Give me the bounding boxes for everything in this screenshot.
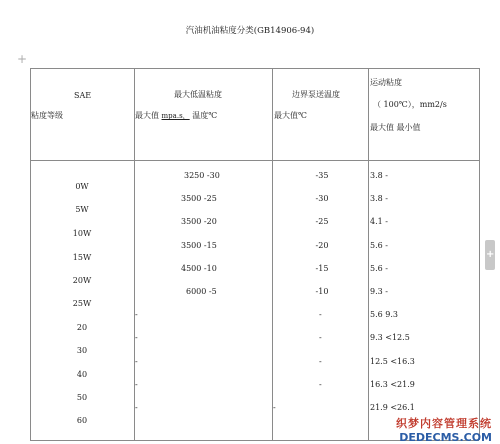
pump-temp-dash: - [319,357,322,366]
kinematic-cell: 9.3 - [370,287,388,296]
header-divider [30,160,479,161]
table-top-border [30,68,479,69]
site-watermark [396,415,492,444]
header-kinematic-condition: （ 100℃），mm2/s [373,100,447,109]
pump-temp-dash: - [319,333,322,342]
table-move-handle-icon[interactable]: + [17,52,28,66]
header-low-temp-viscosity: 最大低温粘度 [174,90,222,99]
kinematic-cell: 3.8 - [370,171,388,180]
kinematic-cell: 9.3 <12.5 [370,333,410,342]
low-temp-cell: 3500 -15 [181,241,217,250]
header-pump-max: 最大值℃ [274,111,307,120]
pump-temp-cell: -35 [315,171,329,180]
table-left-border [30,68,31,440]
grade-cell: 20W [72,276,92,285]
watermark-line1: 织梦内容管理系统 [396,417,492,430]
grade-cell: 50 [76,393,88,402]
header-unit: mpa.s， [161,112,190,120]
pump-temp-cell: -20 [315,241,329,250]
grade-cell: 25W [72,299,92,308]
header-max-value: 最大值 [135,111,159,120]
pump-temp-dash: - [319,380,322,389]
side-expand-icon[interactable] [485,240,495,270]
pump-temp-cell: -10 [315,287,329,296]
grade-cell: 10W [72,229,92,238]
low-temp-dash: - [135,403,138,412]
grade-cell: 30 [76,346,88,355]
grade-cell: 5W [75,205,89,214]
header-pump-temp: 边界泵送温度 [292,90,340,99]
kinematic-cell: 12.5 <16.3 [370,357,415,366]
low-temp-dash: - [135,310,138,319]
col-divider-2 [272,68,273,440]
low-temp-dash: - [135,380,138,389]
col-divider-3 [368,68,369,440]
kinematic-cell: 16.3 <21.9 [370,380,415,389]
pump-temp-cell: -25 [315,217,329,226]
pump-temp-dash: - [273,403,276,412]
low-temp-dash: - [135,357,138,366]
grade-cell: 0W [75,182,89,191]
low-temp-dash: - [135,333,138,342]
kinematic-cell: 5.6 - [370,264,388,273]
low-temp-cell: 3250 -30 [184,171,220,180]
header-kinematic-viscosity: 运动粘度 [370,78,402,87]
pump-temp-cell: -30 [315,194,329,203]
low-temp-cell: 3500 -25 [181,194,217,203]
pump-temp-cell: -15 [315,264,329,273]
pump-temp-dash: - [319,310,322,319]
table-right-border [479,68,480,440]
grade-cell: 15W [72,253,92,262]
kinematic-cell: 3.8 - [370,194,388,203]
document-title: 汽油机油粘度分类(GB14906-94) [185,26,315,36]
low-temp-cell: 3500 -20 [181,217,217,226]
low-temp-cell: 4500 -10 [181,264,217,273]
header-temp: 温度℃ [192,111,218,120]
kinematic-cell: 5.6 9.3 [370,310,398,319]
low-temp-cell: 6000 -5 [186,287,217,296]
watermark-line2: DEDECMS.COM [399,431,492,444]
kinematic-cell: 5.6 - [370,241,388,250]
grade-cell: 20 [76,323,88,332]
header-kinematic-maxmin: 最大值 最小值 [370,123,421,132]
kinematic-cell: 21.9 <26.1 [370,403,415,412]
grade-cell: 40 [76,370,88,379]
header-sae: SAE [74,91,92,100]
header-viscosity-grade: 粘度等级 [31,111,63,120]
header-low-temp-sub [135,111,217,121]
kinematic-cell: 4.1 - [370,217,388,226]
grade-cell: 60 [76,416,88,425]
